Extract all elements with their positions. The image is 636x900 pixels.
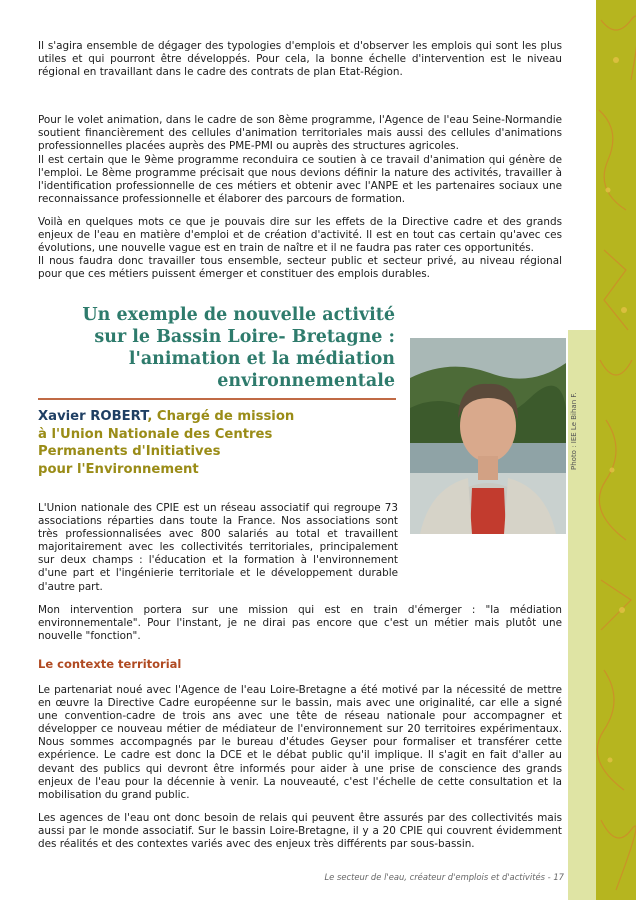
section-title-line: environnementale	[217, 371, 395, 391]
title-divider	[38, 398, 396, 400]
author-role: , Chargé de mission	[147, 409, 295, 424]
section-title-line: sur le Bassin Loire- Bretagne :	[94, 327, 395, 347]
page-footer: Le secteur de l'eau, créateur d'emplois et d'activités - 17	[324, 872, 564, 882]
section-title-line: Un exemple de nouvelle activité	[82, 305, 395, 325]
photo-credit: Photo : IEE Le Bihan F.	[570, 392, 578, 470]
paragraph-volet-animation: Pour le volet animation, dans le cadre de son 8ème programme, l'Agence de l'eau Seine-Normandie soutient financièrement des cellules d'animation territoriales mais aussi des cellules d'animations professionnelles placées auprès des PME-PMI ou auprès des structures agricoles.	[38, 114, 562, 153]
paragraph-travailler-ensemble: Il nous faudra donc travailler tous ensemble, secteur public et secteur privé, au niveau régional pour que ces métiers puissent émerger et constituer des emplois durables.	[38, 255, 562, 281]
author-role: à l'Union Nationale des Centres	[38, 426, 273, 442]
author-name: Xavier ROBERT	[38, 409, 148, 424]
paragraph-agences-relais: Les agences de l'eau ont donc besoin de relais qui peuvent être assurés par des collectivités mais aussi par le monde associatif. Sur le bassin Loire-Bretagne, il y a 20 CPIE qui couvrent évidemment des réalités et des contextes variés avec des enjeux très différents par sous-bassin.	[38, 812, 562, 851]
paragraph-partenariat: Le partenariat noué avec l'Agence de l'eau Loire-Bretagne a été motivé par la nécessité de mettre en œuvre la Directive Cadre européenne sur le bassin, mais avec une originalité, car elle a signé une convention-cadre de trois ans avec une tête de réseau nationale pour accompagner et développer ce nouveau métier de médiateur de l'environnement sur 20 territoires expérimentaux. Nous sommes accompagnés par le bureau d'études Geyser pour formaliser et transférer cette expérience. Le cadre est donc la DCE et le débat public qu'il implique. Il s'agit en fait d'aller au devant des publics qui devront être informés pour aider à une prise de conscience des grands enjeux de l'eau pour la décennie à venir. La nouveauté, c'est l'échelle de cette consultation et la mobilisation du grand public.	[38, 684, 562, 801]
paragraph-9eme-programme: Il est certain que le 9ème programme reconduira ce soutien à ce travail d'animation qui génère de l'emploi. Le 8ème programme précisait que nous devions définir la nature des activités, travailler à l'identification professionnelle de ces métiers et obtenir avec l'ANPE et les partenaires sociaux une reconnaissance professionnelle et élaborer des parcours de formation.	[38, 154, 562, 206]
paragraph-typologies: Il s'agira ensemble de dégager des typologies d'emplois et d'observer les emplois qui sont les plus utiles et qui pourront être développés. Pour cela, la bonne échelle d'intervention est le niveau régional en travaillant dans le cadre des contrats de plan Etat-Région.	[38, 40, 562, 79]
author-block	[38, 408, 398, 478]
section-title-line: l'animation et la médiation	[128, 349, 395, 369]
paragraph-intervention: Mon intervention portera sur une mission qui est en train d'émerger : "la médiation environnementale". Pour l'instant, je ne dirai pas encore que c'est un métier mais plutôt une nouvelle "fonction".	[38, 604, 562, 643]
author-role: Permanents d'Initiatives	[38, 444, 221, 459]
paragraph-directive-cadre: Voilà en quelques mots ce que je pouvais dire sur les effets de la Directive cadre et des grands enjeux de l'eau en matière d'emploi et de création d'activité. Il est en tout cas certain qu'avec ces évolutions, une nouvelle vague est en train de naître et il ne faudra pas rater ces opportunités.	[38, 216, 562, 255]
section-title	[60, 304, 395, 392]
author-role: pour l'Environnement	[38, 461, 199, 477]
portrait-photo	[410, 338, 566, 534]
subheading-contexte-territorial: Le contexte territorial	[38, 657, 182, 671]
decorative-sidebar	[596, 0, 636, 900]
paragraph-union-cpie: L'Union nationale des CPIE est un réseau associatif qui regroupe 73 associations réparties dans toute la France. Nos associations sont très professionnalisées avec 800 salariés au total et travaillent majoritairement avec les collectivités territoriales, principalement sur deux champs : l'éducation et la formation à l'environnement d'une part et l'ingénierie territoriale et le développement durable d'autre part.	[38, 502, 398, 593]
